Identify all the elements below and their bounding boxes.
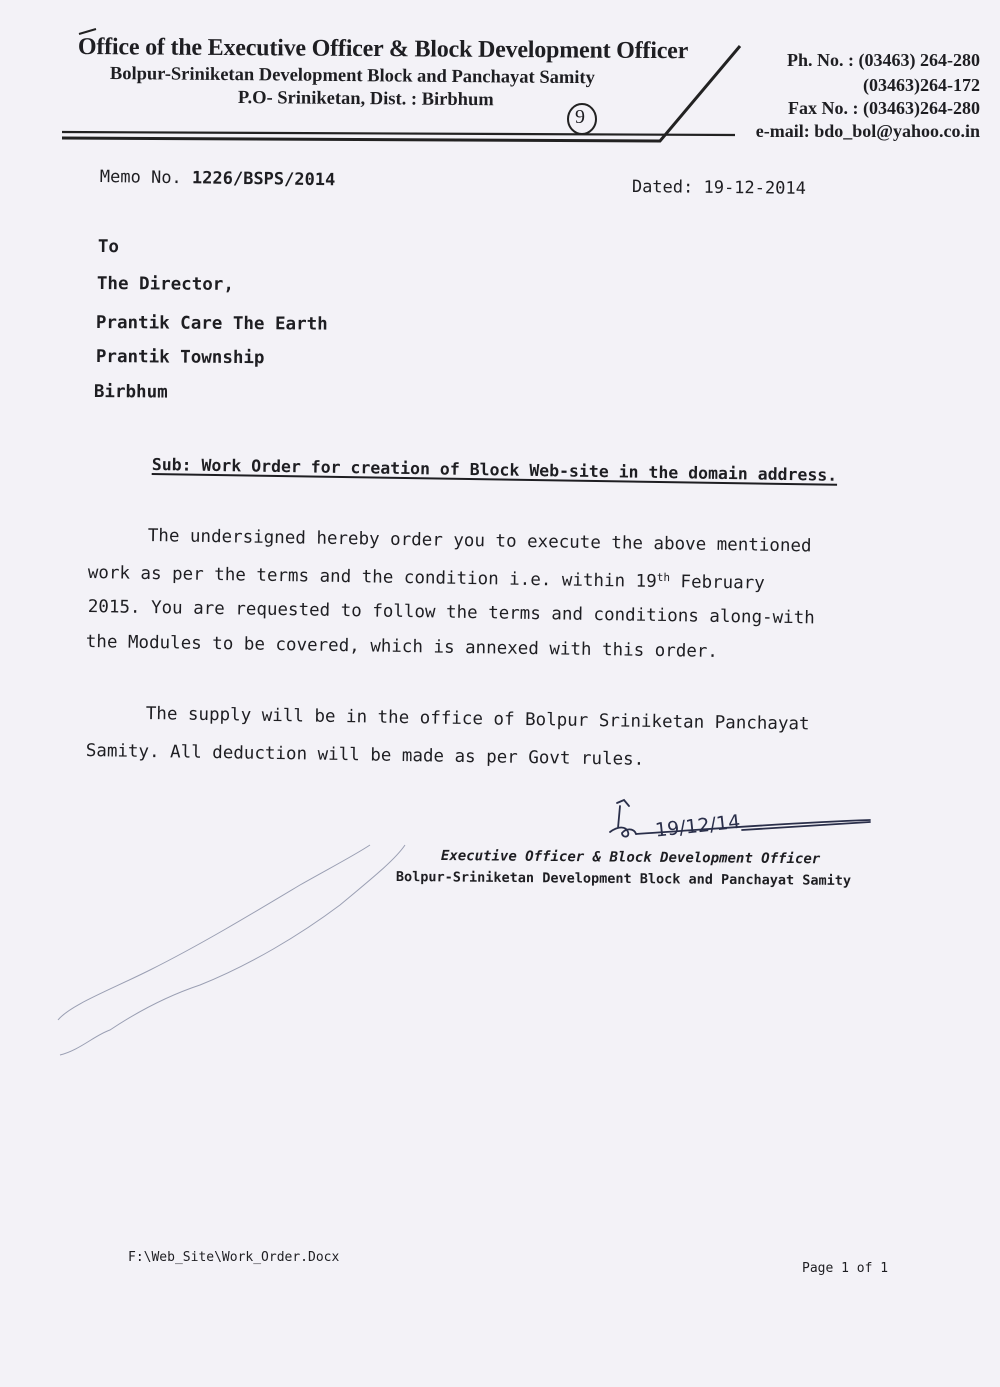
page-number: Page 1 of 1 — [802, 1261, 889, 1276]
body-text: February — [669, 572, 765, 594]
address-line-3: Prantik Township — [95, 347, 265, 369]
subject-line: Sub: Work Order for creation of Block Web-site in the domain address. — [151, 455, 838, 485]
memo-number-value: 1226/BSPS/2014 — [191, 168, 336, 191]
office-subtitle: Bolpur-Sriniketan Development Block and Panchayat Samity — [109, 64, 595, 89]
body-paragraph-1-line-3: 2015. You are requested to follow the terms and conditions along-with — [87, 597, 815, 629]
signatory-title: Executive Officer & Block Development Officer — [440, 848, 821, 868]
body-paragraph-1-line-4: the Modules to be covered, which is annexed with this order. — [85, 632, 719, 662]
memo-label: Memo No. — [99, 167, 182, 189]
body-text: work as per the terms and the condition i.e. within 19 — [87, 562, 657, 592]
fax-number: Fax No. : (03463)264-280 — [788, 98, 980, 118]
office-address: P.O- Sriniketan, Dist. : Birbhum — [237, 88, 494, 111]
body-paragraph-2-line-1: The supply will be in the office of Bolpur Sriniketan Panchayat — [145, 704, 810, 735]
address-line-1: The Director, — [96, 274, 234, 295]
body-paragraph-1-line-1: The undersigned hereby order you to execute the above mentioned — [147, 526, 812, 557]
address-line-2: Prantik Care The Earth — [95, 313, 328, 335]
memo-date: Dated: 19-12-2014 — [631, 177, 806, 199]
handwritten-date: 19/12/14 — [654, 810, 742, 842]
phone-number-2: (03463)264-172 — [863, 75, 980, 95]
office-title: Office of the Executive Officer & Block Development Officer — [77, 34, 689, 65]
body-paragraph-2-line-2: Samity. All deduction will be made as per Govt rules. — [85, 741, 645, 770]
file-path: F:\Web_Site\Work_Order.Docx — [128, 1250, 340, 1265]
signatory-office: Bolpur-Sriniketan Development Block and Panchayat Samity — [395, 869, 852, 889]
address-line-4: Birbhum — [93, 382, 168, 403]
email-address: e-mail: bdo_bol@yahoo.co.in — [755, 121, 980, 141]
ordinal-suffix: th — [656, 570, 671, 585]
phone-number-1: Ph. No. : (03463) 264-280 — [787, 50, 980, 70]
address-to: To — [97, 237, 120, 258]
page-mark: 9 — [575, 106, 585, 128]
